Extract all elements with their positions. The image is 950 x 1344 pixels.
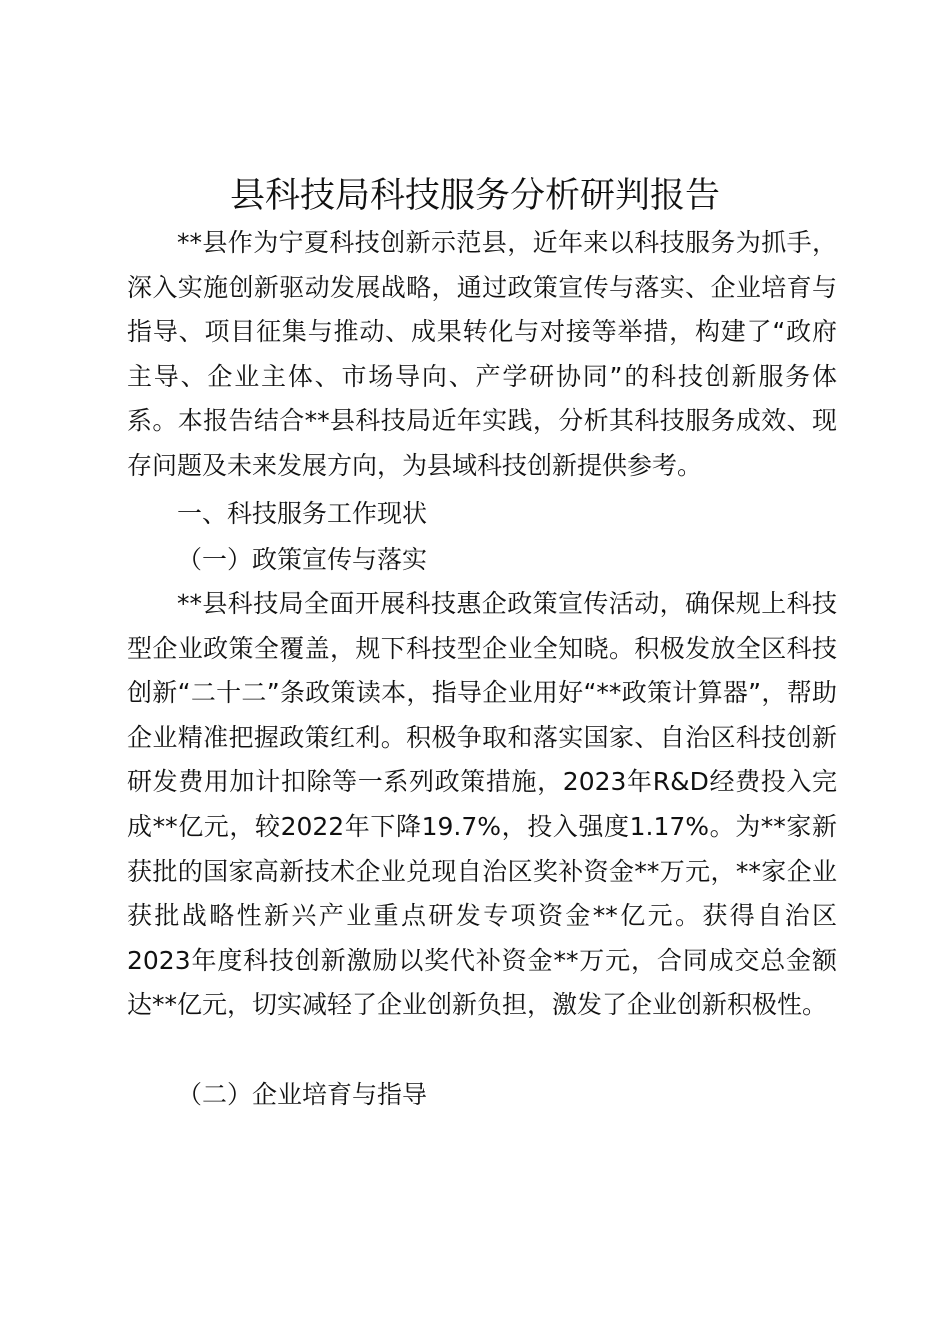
subsection1-heading: （一）政策宣传与落实 <box>177 545 428 574</box>
subsection2-heading: （二）企业培育与指导 <box>177 1080 428 1109</box>
intro-text: **县作为宁夏科技创新示范县，近年来以科技服务为抓手，深入实施创新驱动发展战略，通过政策宣传与落实、企业培育与指导、项目征集与推动、成果转化与对接等举措，构建了“政府主导、企业主体、市场导向、产学研协同”的科技创新服务体系。本报告结合**县科技局近年实践，分析其科技服务成效、现存问题及未来发展方向，为县域科技创新提供参考。 <box>127 228 837 480</box>
section1-heading: 一、科技服务工作现状 <box>177 499 428 528</box>
subsection1-body: **县科技局全面开展科技惠企政策宣传活动，确保规上科技型企业政策全覆盖，规下科技型企业全知晓。积极发放全区科技创新“二十二”条政策读本，指导企业用好“**政策计算器”，帮助企业精准把握政策红利。积极争取和落实国家、自治区科技创新研发费用加计扣除等一系列政策措施，2023年R&D经费投入完成**亿元，较2022年下降19.7%，投入强度1.17%。为**家新获批的国家高新技术企业兑现自治区奖补资金**万元，**家企业获批战略性新兴产业重点研发专项资金**亿元。获得自治区2023年度科技创新激励以奖代补资金**万元，合同成交总金额达**亿元，切实减轻了企业创新负担，激发了企业创新积极性。 <box>127 589 837 1020</box>
subsection-heading <box>127 538 837 583</box>
intro-paragraph <box>127 221 837 489</box>
body-paragraph <box>127 582 837 1028</box>
subsection-heading <box>127 1073 837 1118</box>
section-heading <box>127 492 837 537</box>
document-title: 县科技局科技服务分析研判报告 <box>229 176 720 216</box>
